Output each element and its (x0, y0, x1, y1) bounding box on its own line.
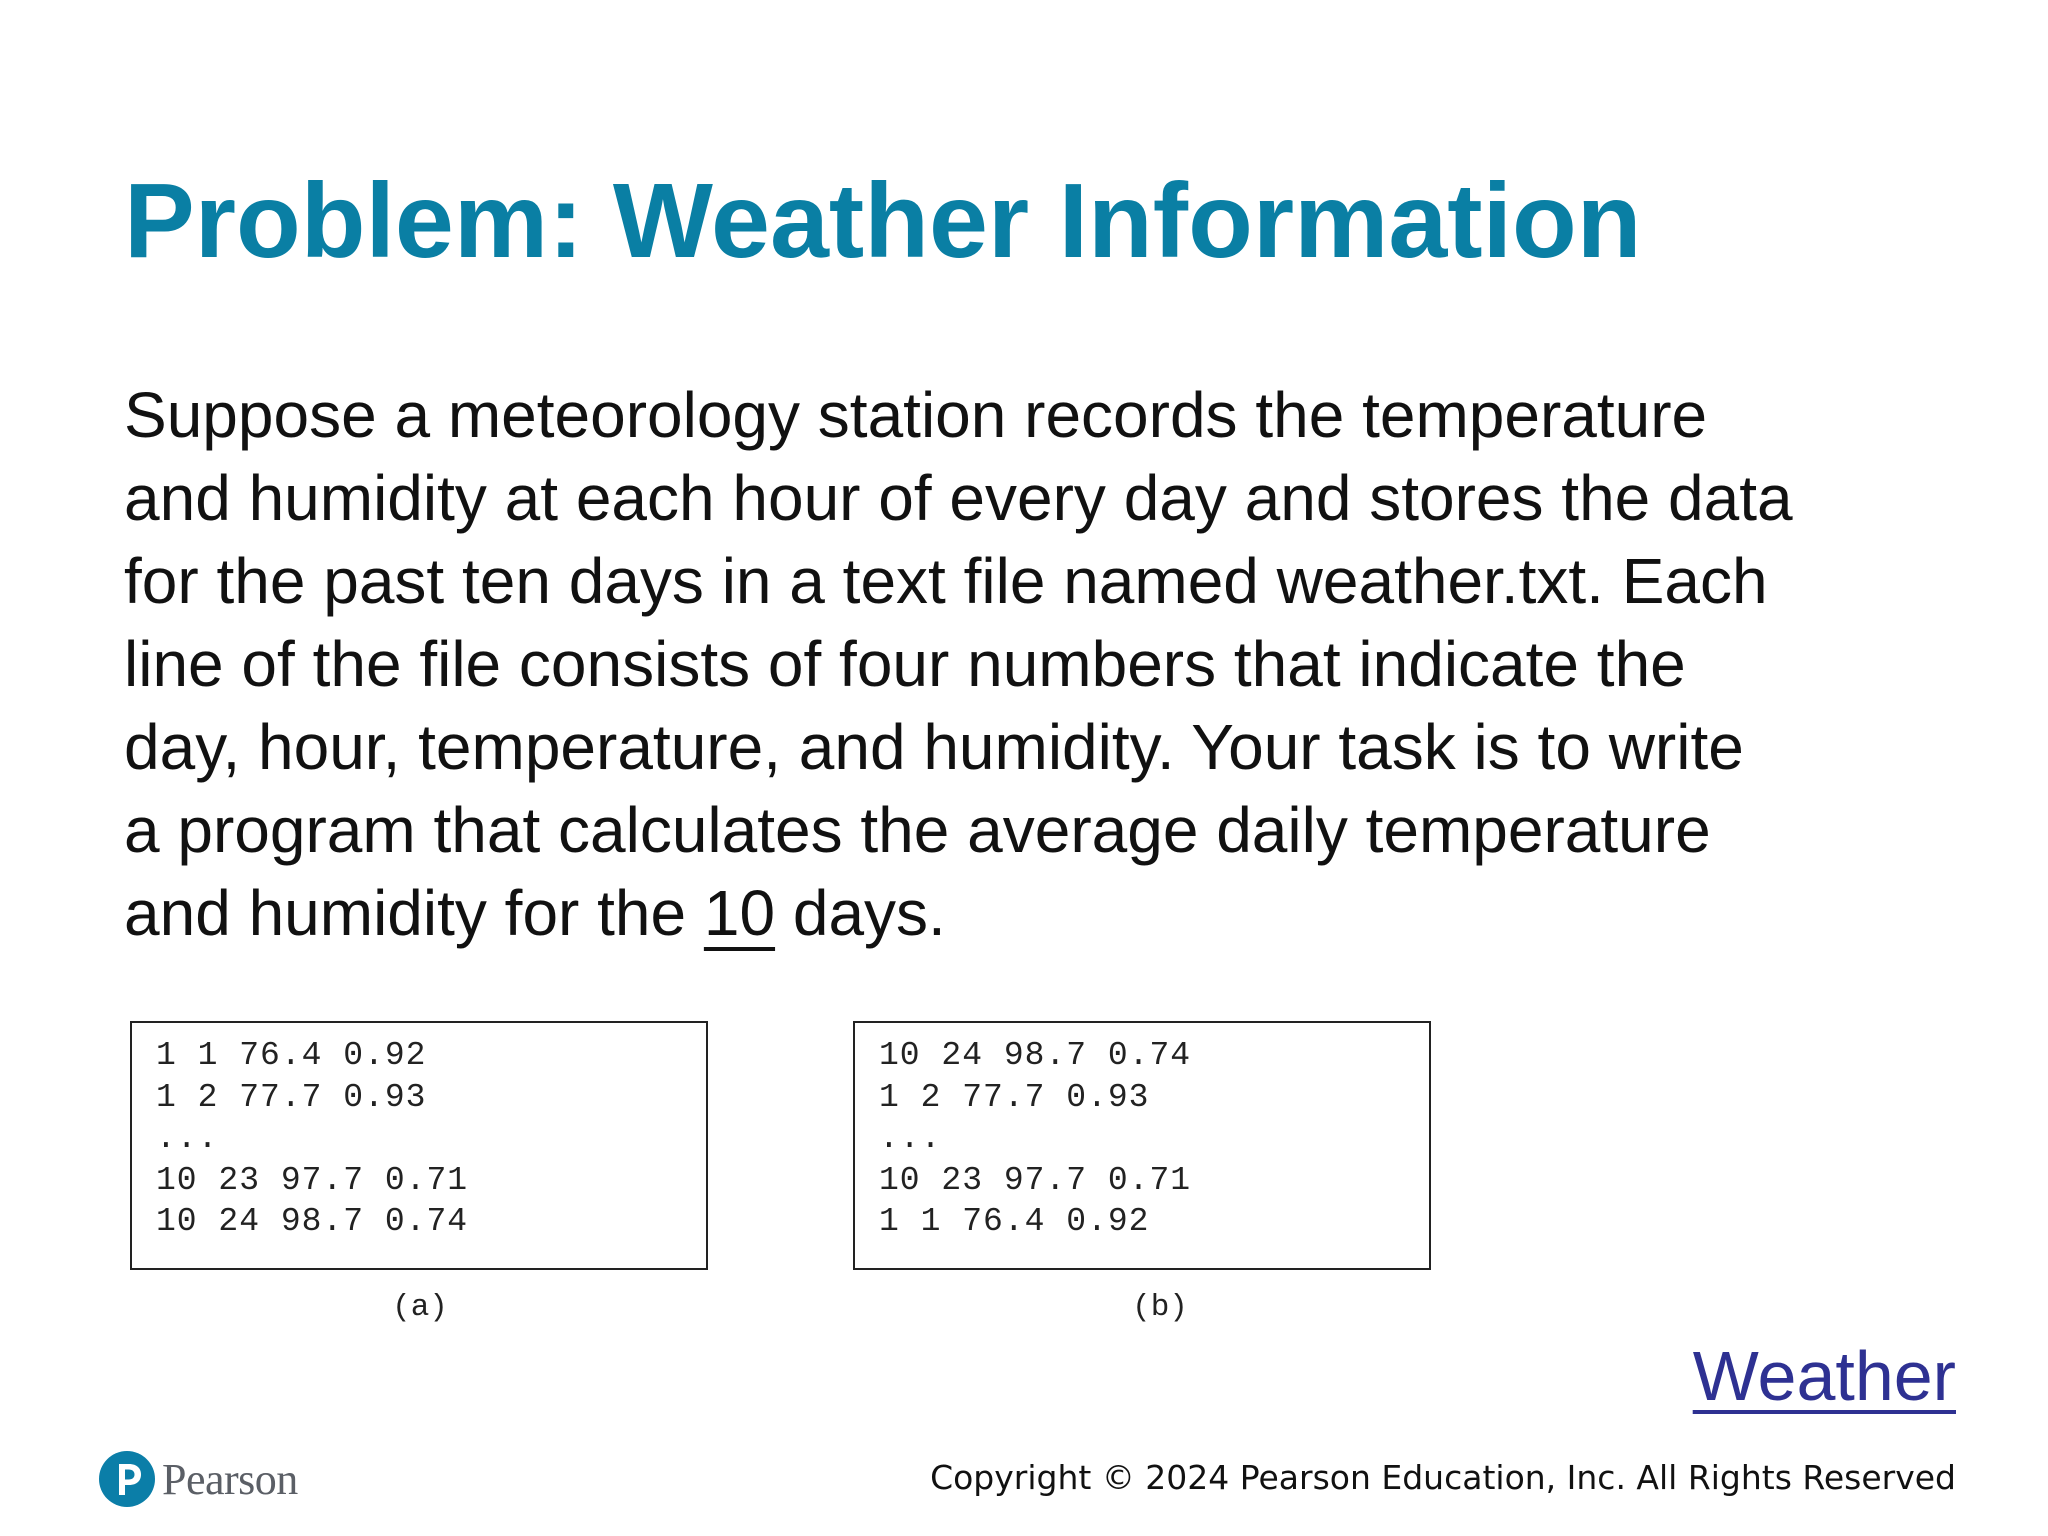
data-line: 10 24 98.7 0.74 (879, 1037, 1192, 1074)
body-line: a program that calculates the average daily temperature (124, 794, 1711, 866)
weather-link[interactable]: Weather (1692, 1337, 1956, 1415)
data-line: 1 1 76.4 0.92 (879, 1203, 1150, 1240)
body-line: Suppose a meteorology station records the temperature (124, 379, 1708, 451)
data-file-box-a (130, 1021, 708, 1270)
data-line: ... (156, 1120, 219, 1157)
caption-a: (a) (392, 1290, 448, 1325)
data-line: 10 24 98.7 0.74 (156, 1203, 469, 1240)
data-file-box-b (853, 1021, 1431, 1270)
pearson-wordmark: Pearson (162, 1454, 298, 1504)
data-line: 10 23 97.7 0.71 (879, 1161, 1192, 1199)
pearson-logo (98, 1450, 298, 1508)
data-line: 1 2 77.7 0.93 (156, 1078, 427, 1116)
problem-description (124, 374, 1954, 955)
data-line: 10 23 97.7 0.71 (156, 1161, 469, 1199)
pearson-p-icon (98, 1450, 156, 1508)
body-line: day, hour, temperature, and humidity. Your task is to write (124, 711, 1744, 783)
body-line: for the past ten days in a text file named weather.txt. Each (124, 545, 1768, 617)
body-last-suffix: days. (775, 877, 946, 949)
body-last-prefix: and humidity for the (124, 877, 704, 949)
body-line: and humidity at each hour of every day and stores the data (124, 462, 1793, 534)
caption-b: (b) (1132, 1290, 1188, 1325)
copyright-notice: Copyright © 2024 Pearson Education, Inc. All Rights Reserved (930, 1458, 1956, 1497)
slide-title: Problem: Weather Information (124, 162, 1642, 280)
body-line-last (124, 872, 1954, 955)
underlined-number: 10 (703, 877, 776, 949)
data-line: ... (879, 1120, 942, 1157)
data-line: 1 2 77.7 0.93 (879, 1078, 1150, 1116)
data-line: 1 1 76.4 0.92 (156, 1037, 427, 1074)
body-line: line of the file consists of four numbers that indicate the (124, 628, 1686, 700)
